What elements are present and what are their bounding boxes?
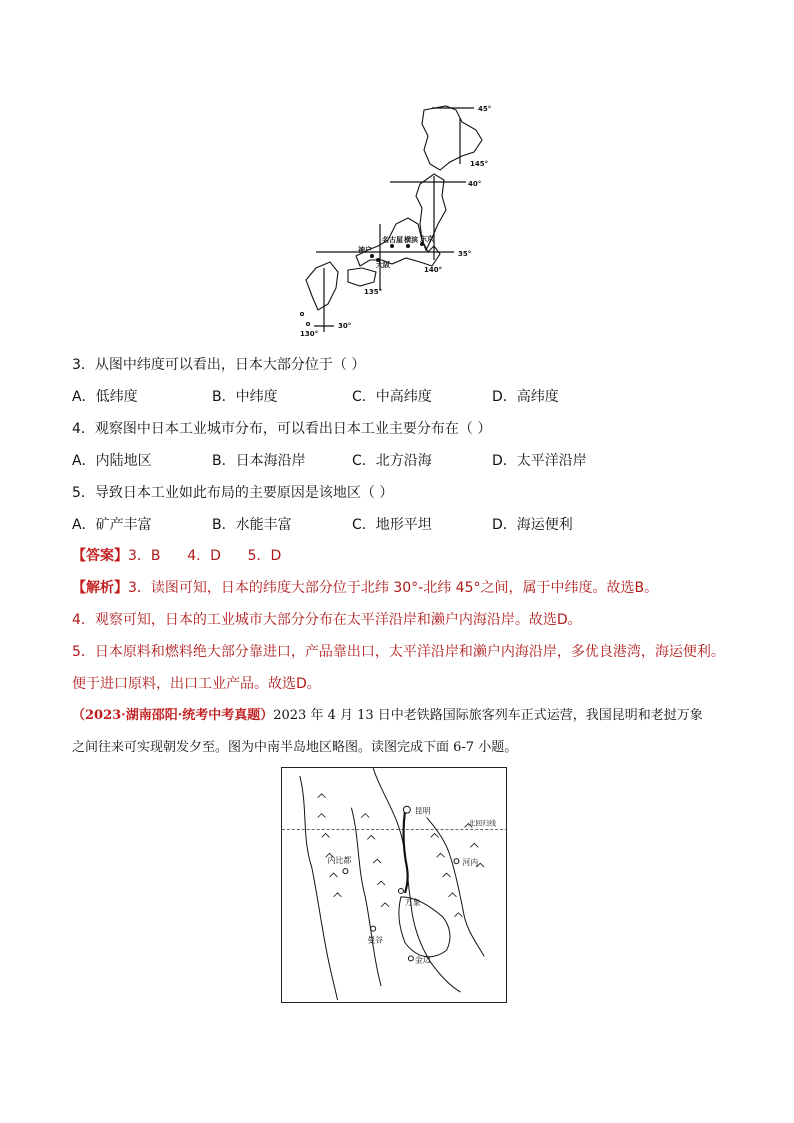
- analysis-tag: 【解析】: [72, 580, 128, 596]
- city-osaka-label: 大阪: [376, 261, 390, 269]
- lat-40-label: 40°: [468, 180, 482, 188]
- lon-140-label: 140°: [424, 266, 443, 274]
- next-section-line-2: 之间往来可实现朝发夕至。图为中南半岛地区略图。读图完成下面 6-7 小题。: [72, 740, 518, 755]
- q3-option-b[interactable]: B．中纬度: [212, 389, 278, 405]
- lon-145-label: 145°: [470, 160, 489, 168]
- next-section-line-1: [72, 706, 703, 726]
- tropic-of-cancer-label: 北回归线: [468, 819, 497, 828]
- city-naypyidaw-label: 内比都: [327, 856, 352, 866]
- q3-option-d[interactable]: D．高纬度: [492, 389, 559, 405]
- q4-option-c[interactable]: C．北方沿海: [352, 453, 432, 469]
- q5-stem: 5．导致日本工业如此布局的主要原因是该地区（ ）: [72, 485, 394, 501]
- city-hanoi-label: 河内: [462, 858, 479, 868]
- q5-option-c[interactable]: C．地形平坦: [352, 517, 432, 533]
- source-tag: （2023·湖南邵阳·统考中考真题）: [72, 708, 274, 723]
- lon-135-label: 135°: [364, 288, 383, 296]
- city-nagoya-label: 名古屋: [382, 236, 403, 244]
- answer-tag: 【答案】: [72, 548, 128, 564]
- q5-option-b[interactable]: B．水能丰富: [212, 517, 292, 533]
- indochina-map: [281, 767, 507, 1003]
- japan-map: [296, 100, 516, 342]
- lat-35-label: 35°: [458, 250, 472, 258]
- analysis-line-3: 5．日本原料和燃料绝大部分靠进口，产品靠出口，太平洋沿岸和濑户内海沿岸，多优良港湾，海运便利。: [72, 644, 725, 660]
- city-tokyo-label: 东京: [420, 235, 434, 243]
- q5-option-a[interactable]: A．矿产丰富: [72, 517, 152, 533]
- q3-option-a[interactable]: A．低纬度: [72, 389, 138, 405]
- city-yokohama-label: 横滨: [404, 236, 418, 244]
- analysis-line-4: 便于进口原料，出口工业产品。故选D。: [72, 676, 321, 692]
- q4-stem: 4．观察图中日本工业城市分布，可以看出日本工业主要分布在（ ）: [72, 421, 492, 437]
- q5-option-d[interactable]: D．海运便利: [492, 517, 573, 533]
- answer-line: [72, 546, 281, 566]
- lat-30-label: 30°: [338, 322, 352, 330]
- analysis-line-1: [72, 578, 658, 598]
- next-section-text-1: 2023 年 4 月 13 日中老铁路国际旅客列车正式运营，我国昆明和老挝万象: [273, 708, 703, 723]
- q4-option-b[interactable]: B．日本海沿岸: [212, 453, 306, 469]
- q3-option-c[interactable]: C．中高纬度: [352, 389, 432, 405]
- lat-45-label: 45°: [478, 105, 492, 113]
- q4-option-d[interactable]: D．太平洋沿岸: [492, 453, 587, 469]
- city-vientiane-label: 万象: [404, 897, 421, 907]
- city-kunming-label: 昆明: [414, 806, 431, 816]
- city-phnompenh-label: 金边: [414, 955, 431, 965]
- city-bangkok-label: 曼谷: [367, 935, 384, 945]
- answer-text: 3．B 4．D 5．D: [128, 548, 282, 564]
- analysis-line-2: 4．观察可知，日本的工业城市大部分分布在太平洋沿岸和濑户内海沿岸。故选D。: [72, 612, 582, 628]
- city-kobe-label: 神户: [358, 246, 372, 254]
- q3-stem: 3．从图中纬度可以看出，日本大部分位于（ ）: [72, 357, 366, 373]
- lon-130-label: 130°: [300, 330, 319, 338]
- q4-option-a[interactable]: A．内陆地区: [72, 453, 152, 469]
- analysis-text-1: 3．读图可知，日本的纬度大部分位于北纬 30°-北纬 45°之间，属于中纬度。故选B。: [128, 580, 659, 596]
